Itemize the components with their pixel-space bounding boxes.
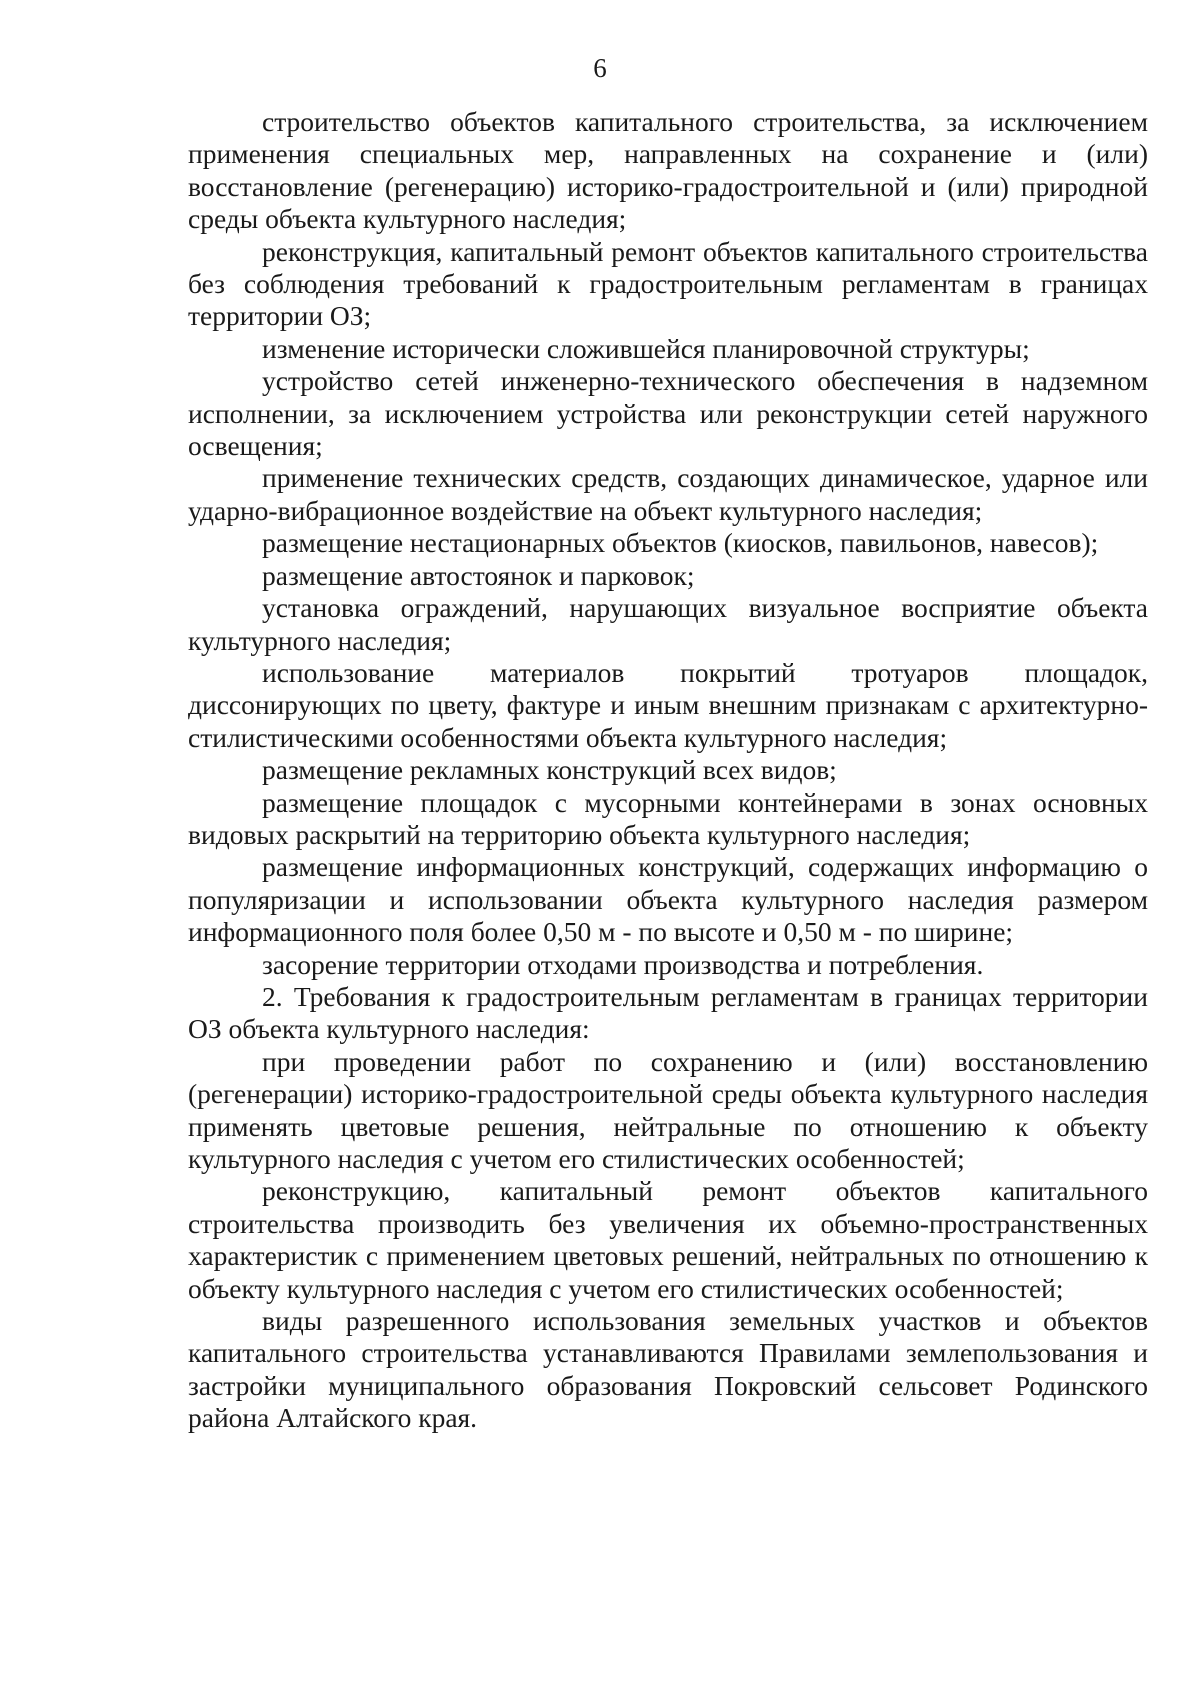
paragraph-7: размещение автостоянок и парковок;	[262, 559, 695, 591]
paragraph-11: размещение площадок с мусорными контейнерами в зонах основных видовых раскрытий на территорию объекта культурного наследия;	[188, 786, 1148, 850]
paragraph-2: реконструкция, капитальный ремонт объектов капитального строительства без соблюдения требований к градостроительным регламентам в границах территории ОЗ;	[188, 235, 1148, 332]
paragraph-8: установка ограждений, нарушающих визуальное восприятие объекта культурного наследия;	[188, 592, 1148, 656]
paragraph-16: реконструкцию, капитальный ремонт объектов капитального строительства производить без увеличения их объемно-пространственных характеристик с применением цветовых решений, нейтральных по отношению к объекту культурного наследия с учетом его стилистических особенностей;	[188, 1175, 1148, 1304]
paragraph-13: засорение территории отходами производства и потребления.	[262, 948, 984, 980]
paragraph-4: устройство сетей инженерно-технического обеспечения в надземном исполнении, за исключением устройства или реконструкции сетей наружного освещения;	[188, 365, 1148, 462]
paragraph-5: применение технических средств, создающих динамическое, ударное или ударно-вибрационное воздействие на объект культурного наследия;	[188, 462, 1148, 526]
document-body	[188, 106, 1148, 1435]
paragraph-9: использование материалов покрытий тротуаров площадок, диссонирующих по цвету, фактуре и иным внешним признакам с архитектурно-стилистическими особенностями объекта культурного наследия;	[188, 656, 1148, 753]
paragraph-17: виды разрешенного использования земельных участков и объектов капитального строительства устанавливаются Правилами землепользования и застройки муниципального образования Покровский сельсовет Родинского района Алтайского края.	[188, 1305, 1148, 1434]
paragraph-10: размещение рекламных конструкций всех видов;	[262, 754, 837, 786]
paragraph-12: размещение информационных конструкций, содержащих информацию о популяризации и использовании объекта культурного наследия размером информационного поля более 0,50 м - по высоте и 0,50 м - по ширине;	[188, 851, 1148, 948]
page-number: 6	[593, 53, 607, 83]
paragraph-15: при проведении работ по сохранению и (или) восстановлению (регенерации) историко-градостроительной среды объекта культурного наследия применять цветовые решения, нейтральные по отношению к объекту культурного наследия с учетом его стилистических особенностей;	[188, 1045, 1148, 1174]
paragraph-6: размещение нестационарных объектов (киосков, павильонов, навесов);	[262, 527, 1099, 559]
paragraph-1: строительство объектов капитального строительства, за исключением применения специальных мер, направленных на сохранение и (или) восстановление (регенерацию) историко-градостроительной и (или) природной среды объекта культурного наследия;	[188, 106, 1148, 235]
paragraph-3: изменение исторически сложившейся планировочной структуры;	[262, 332, 1030, 364]
section-2-heading-paragraph: 2. Требования к градостроительным регламентам в границах территории ОЗ объекта культурного наследия:	[188, 980, 1148, 1045]
